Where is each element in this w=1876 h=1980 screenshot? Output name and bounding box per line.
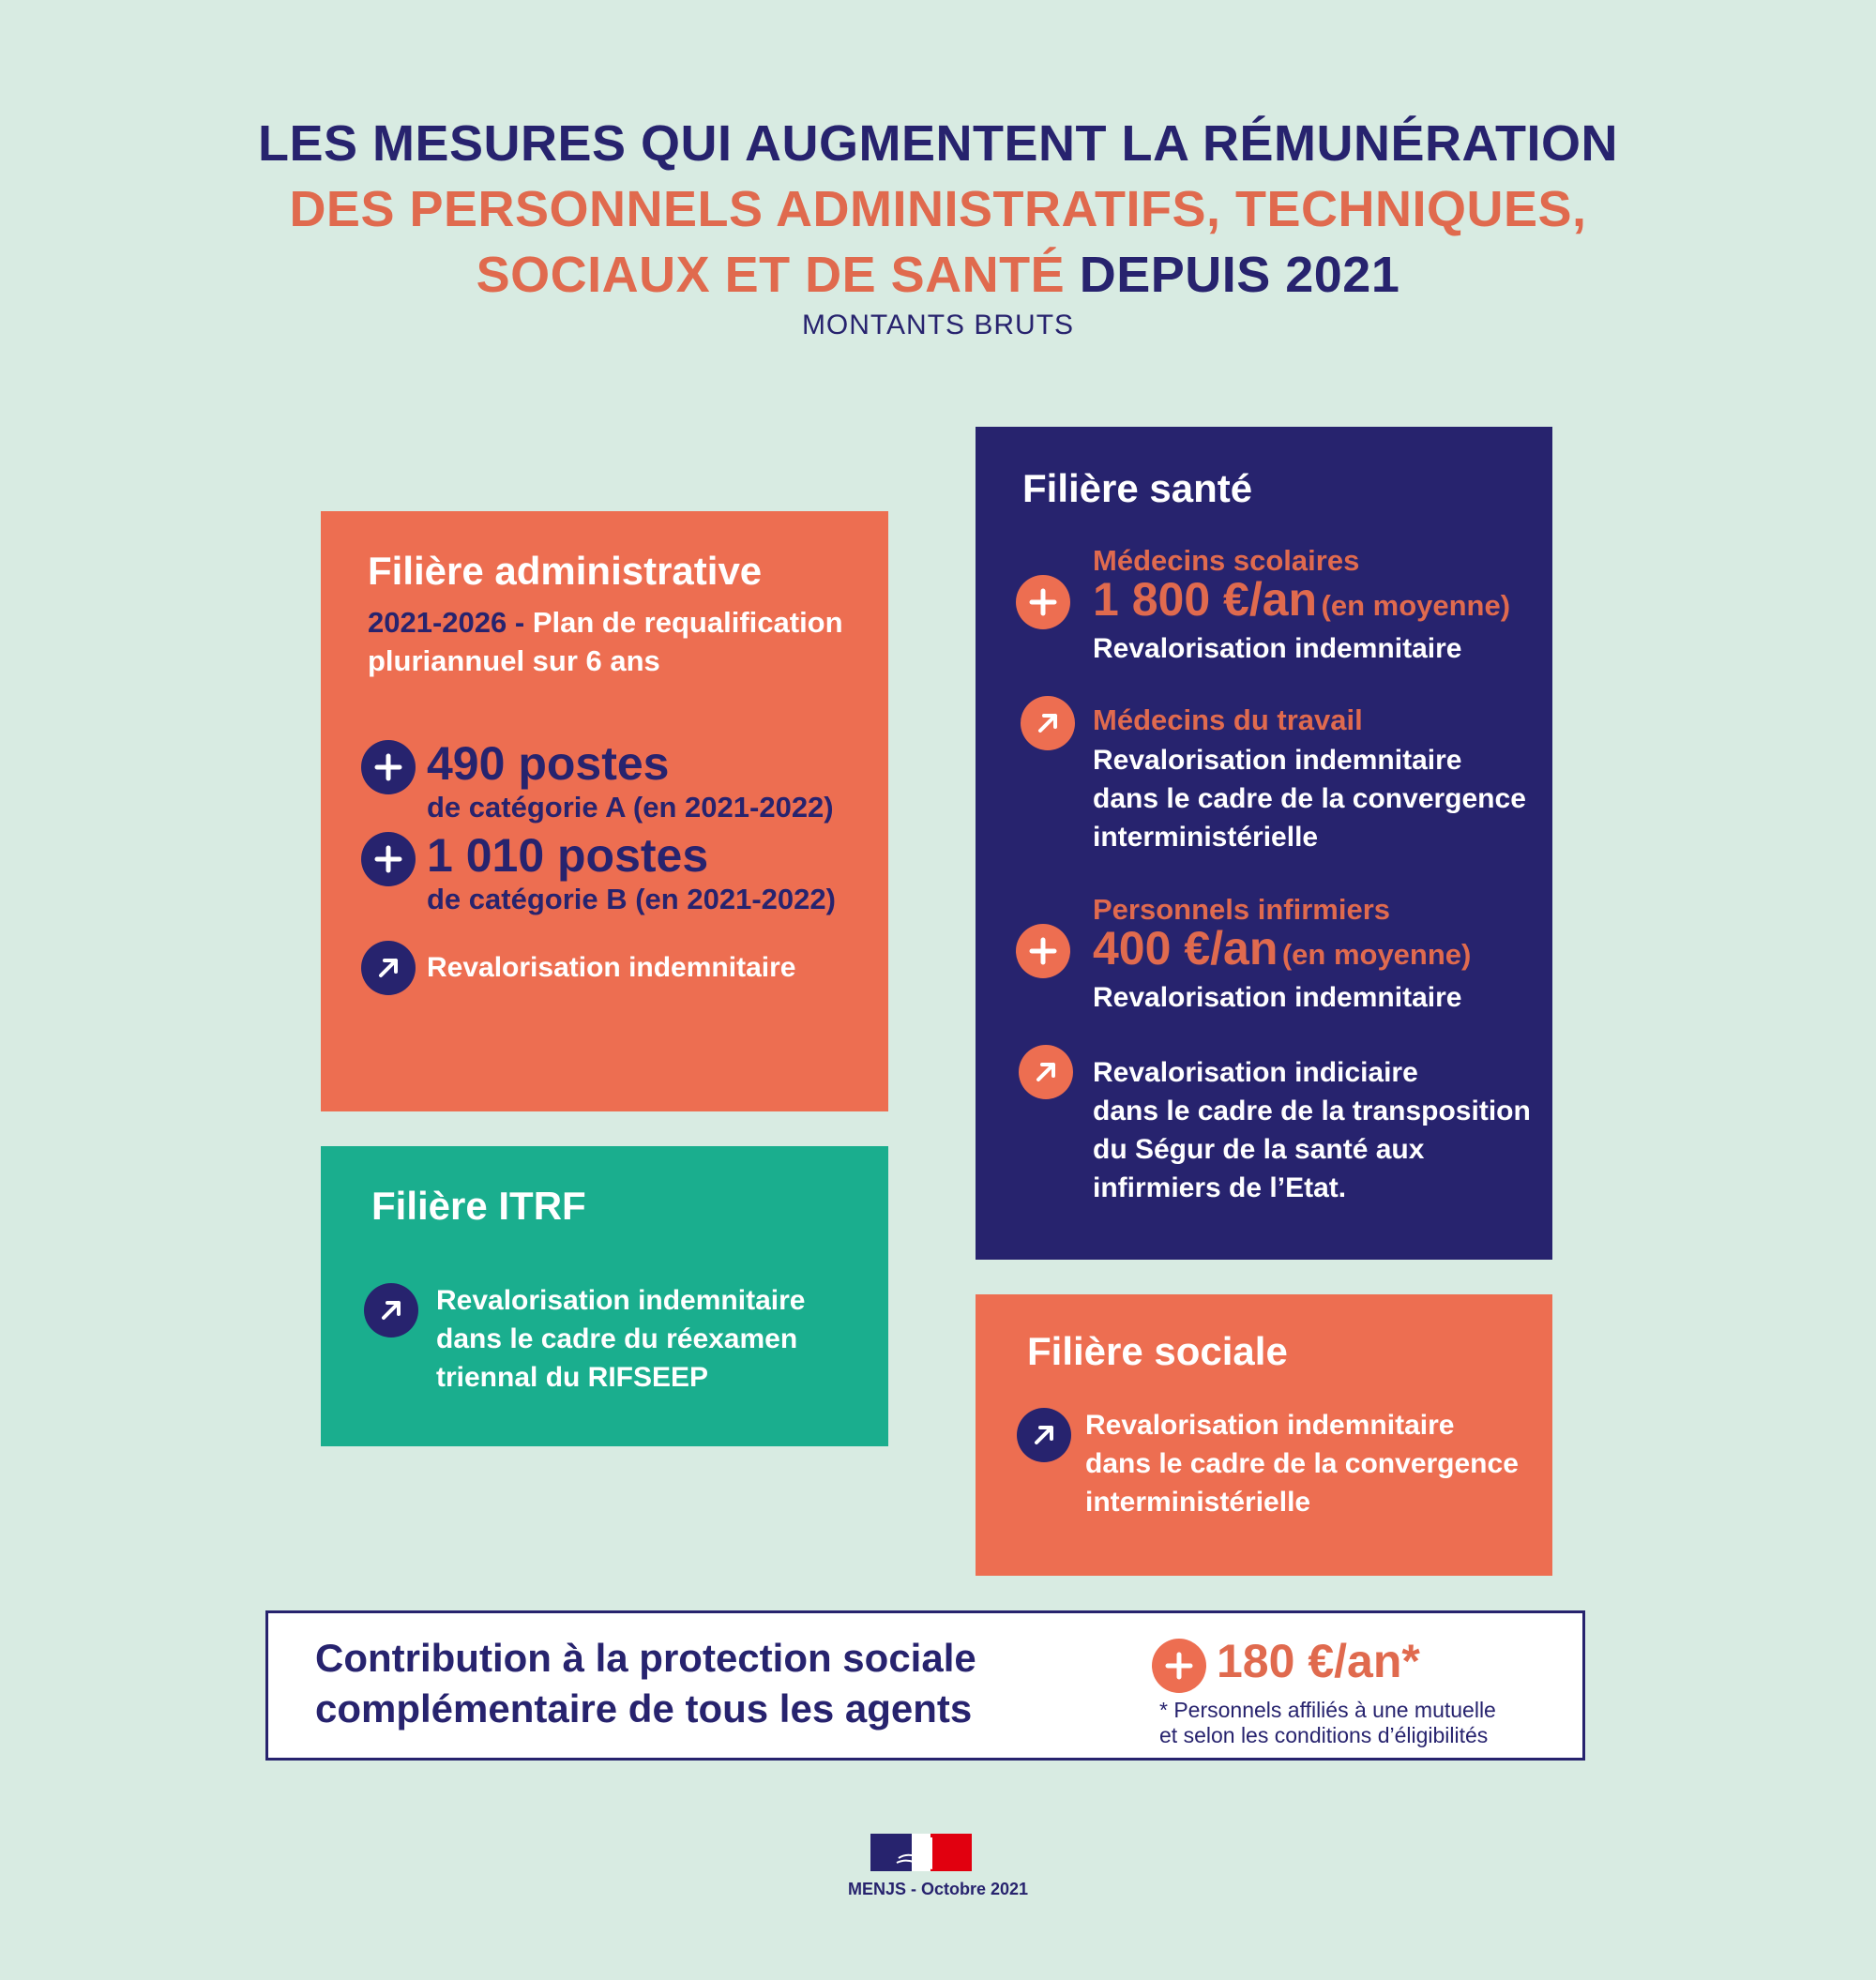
infirmiers-qualifier: (en moyenne) xyxy=(1281,938,1472,971)
plus-icon xyxy=(1016,575,1070,629)
infirmiers-amount-row xyxy=(1093,921,1471,975)
indiciaire-line-4: infirmiers de l’Etat. xyxy=(1093,1172,1347,1203)
contribution-amount: 180 €/an* xyxy=(1217,1635,1420,1687)
card-filiere-itrf xyxy=(321,1146,888,1446)
medecins-travail-line-1: Revalorisation indemnitaire xyxy=(1093,745,1462,776)
contribution-line-2: complémentaire de tous les agents xyxy=(315,1686,973,1731)
postes-a-value: 490 postes xyxy=(427,737,670,790)
indiciaire-line-2: dans le cadre de la transposition xyxy=(1093,1096,1531,1126)
footer-credit: MENJS - Octobre 2021 xyxy=(847,1880,1029,1898)
medecins-travail-line-2: dans le cadre de la convergence xyxy=(1093,783,1526,814)
plan-line-2: pluriannuel sur 6 ans xyxy=(368,644,660,677)
title-line-3-accent: SOCIAUX ET DE SANTÉ xyxy=(476,247,1066,303)
contribution-line-1: Contribution à la protection sociale xyxy=(315,1636,976,1680)
sociale-line-1: Revalorisation indemnitaire xyxy=(1085,1410,1455,1441)
plan-period: 2021-2026 xyxy=(368,606,507,639)
contribution-panel xyxy=(265,1610,1585,1761)
arrow-up-right-icon xyxy=(1021,696,1075,750)
card-title: Filière santé xyxy=(1022,466,1253,510)
infirmiers-desc: Revalorisation indemnitaire xyxy=(1093,982,1462,1013)
page-subtitle: MONTANTS BRUTS xyxy=(801,310,1075,340)
itrf-line-3: triennal du RIFSEEP xyxy=(436,1362,709,1393)
contribution-note-line-1: * Personnels affiliés à une mutuelle xyxy=(1159,1698,1496,1722)
arrow-up-right-icon xyxy=(361,941,416,995)
medecins-scolaires-desc: Revalorisation indemnitaire xyxy=(1093,633,1462,664)
contribution-note-line-2: et selon les conditions d’éligibilités xyxy=(1159,1723,1489,1747)
sociale-line-3: interministérielle xyxy=(1085,1487,1311,1518)
postes-b-detail: de catégorie B (en 2021-2022) xyxy=(427,883,836,915)
title-line-3-rest: DEPUIS 2021 xyxy=(1065,247,1400,303)
plus-icon xyxy=(1016,924,1070,978)
admin-revalorisation: Revalorisation indemnitaire xyxy=(427,952,796,983)
card-title: Filière ITRF xyxy=(371,1184,586,1228)
medecins-travail-line-3: interministérielle xyxy=(1093,822,1319,853)
infirmiers-amount: 400 €/an xyxy=(1093,922,1278,975)
indiciaire-line-1: Revalorisation indiciaire xyxy=(1093,1057,1418,1088)
plus-icon xyxy=(1152,1639,1206,1693)
plus-icon xyxy=(361,832,416,886)
medecins-scolaires-heading: Médecins scolaires xyxy=(1093,544,1360,577)
arrow-up-right-icon xyxy=(1017,1408,1071,1462)
sociale-line-2: dans le cadre de la convergence xyxy=(1085,1448,1519,1479)
card-filiere-sante xyxy=(976,427,1552,1260)
plan-period-separator: - xyxy=(507,606,533,639)
card-filiere-administrative xyxy=(321,511,888,1111)
card-filiere-sociale xyxy=(976,1294,1552,1576)
medecins-scolaires-amount: 1 800 €/an xyxy=(1093,573,1318,626)
medecins-scolaires-amount-row xyxy=(1093,572,1510,627)
arrow-up-right-icon xyxy=(364,1283,418,1338)
plus-icon xyxy=(361,740,416,794)
itrf-line-2: dans le cadre du réexamen xyxy=(436,1323,798,1354)
sociale-text xyxy=(1085,1406,1519,1521)
postes-b-value: 1 010 postes xyxy=(427,829,709,882)
contribution-text xyxy=(315,1633,976,1734)
medecins-scolaires-qualifier: (en moyenne) xyxy=(1321,589,1511,622)
itrf-text xyxy=(436,1281,805,1397)
title-line-2: DES PERSONNELS ADMINISTRATIFS, TECHNIQUES, xyxy=(289,181,1587,237)
plan-line-1: Plan de requalification xyxy=(532,606,843,639)
card-title: Filière sociale xyxy=(1027,1329,1288,1373)
republique-francaise-logo xyxy=(870,1834,972,1871)
infirmiers-heading: Personnels infirmiers xyxy=(1093,893,1391,926)
title-line-1: LES MESURES QUI AUGMENTENT LA RÉMUNÉRATION xyxy=(257,115,1619,172)
arrow-up-right-icon xyxy=(1019,1045,1073,1099)
medecins-travail-text xyxy=(1093,741,1526,856)
indiciaire-text xyxy=(1093,1053,1531,1207)
page-title xyxy=(0,111,1876,308)
indiciaire-line-3: du Ségur de la santé aux xyxy=(1093,1134,1425,1165)
medecins-travail-heading: Médecins du travail xyxy=(1093,703,1363,736)
postes-a-detail: de catégorie A (en 2021-2022) xyxy=(427,791,834,824)
contribution-note xyxy=(1159,1698,1496,1748)
plan-text xyxy=(368,603,843,680)
itrf-line-1: Revalorisation indemnitaire xyxy=(436,1285,806,1316)
card-title: Filière administrative xyxy=(368,549,763,593)
